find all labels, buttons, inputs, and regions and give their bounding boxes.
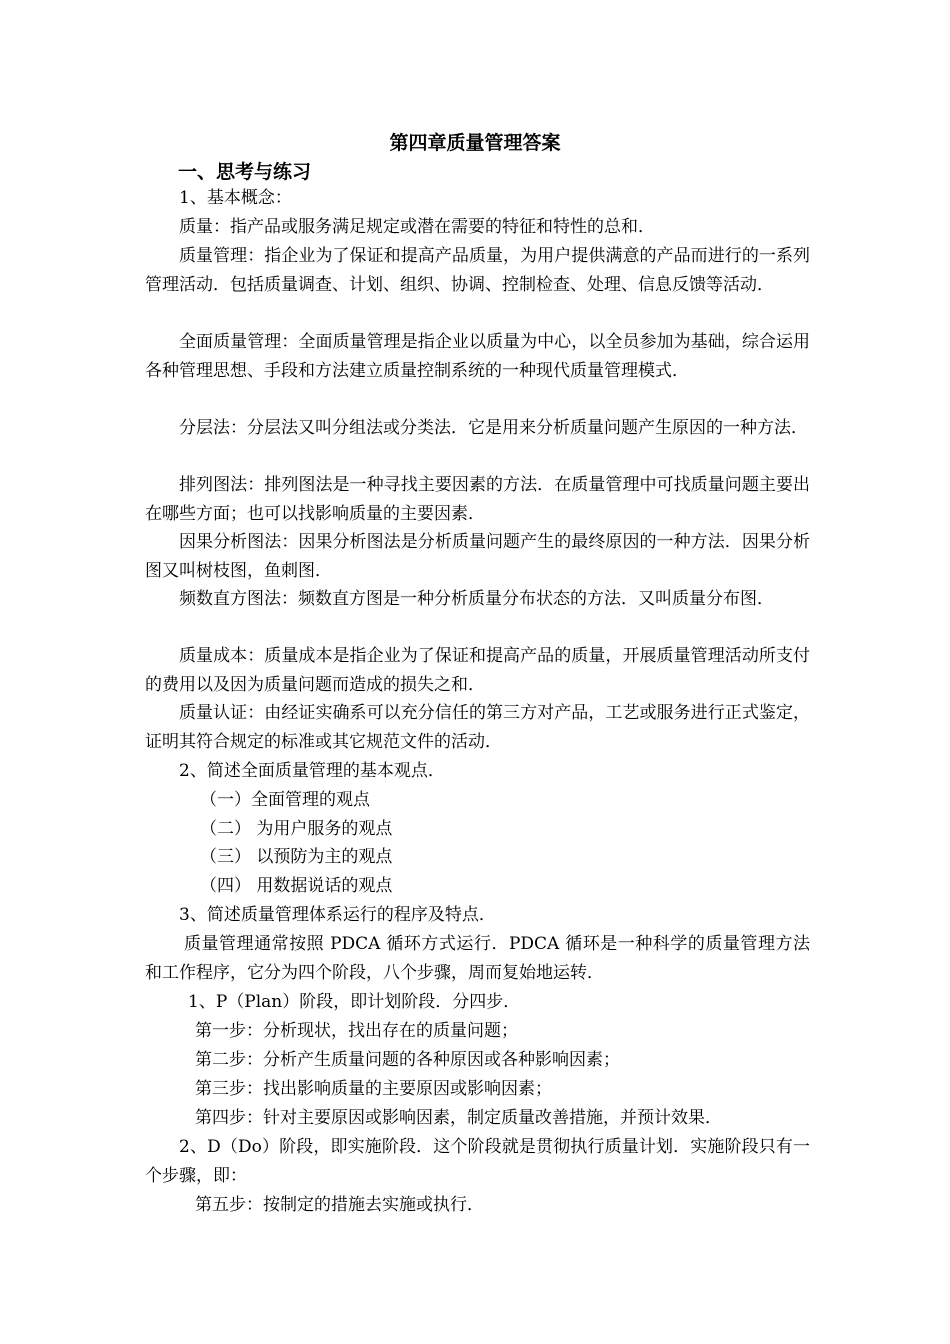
definition-histogram: 频数直方图法：频数直方图是一种分析质量分布状态的方法．又叫质量分布图． (179, 589, 774, 609)
definition-pareto: 排列图法：排列图法是一种寻找主要因素的方法．在质量管理中可找质量问题主要出在哪些方面；也可以找影响质量的主要因素． (145, 475, 810, 524)
list-item: （四） 用数据说话的观点 (200, 876, 393, 896)
phase-p-heading: 1、P（Plan）阶段，即计划阶段．分四步． (188, 992, 521, 1012)
question-2-label: 2、简述全面质量管理的基本观点． (179, 761, 445, 781)
pdca-intro: 质量管理通常按照 PDCA 循环方式运行．PDCA 循环是一种科学的质量管理方法和工作程序，它分为四个阶段，八个步骤，周而复始地运转． (145, 934, 810, 983)
list-item: （一）全面管理的观点 (200, 790, 370, 810)
section-heading: 一、思考与练习 (178, 161, 312, 183)
definition-stratification: 分层法：分层法又叫分组法或分类法．它是用来分析质量问题产生原因的一种方法． (179, 418, 808, 438)
definition-quality-management: 质量管理：指企业为了保证和提高产品质量，为用户提供满意的产品而进行的一系列管理活动．包括质量调查、计划、组织、协调、控制检查、处理、信息反馈等活动． (145, 246, 810, 295)
question-1-label: 1、基本概念： (179, 188, 292, 208)
list-item: （三） 以预防为主的观点 (200, 847, 393, 867)
definition-quality: 质量：指产品或服务满足规定或潜在需要的特征和特性的总和． (179, 217, 655, 237)
definition-certification: 质量认证：由经证实确系可以充分信任的第三方对产品，工艺或服务进行正式鉴定，证明其符合规定的标准或其它规范文件的活动． (145, 703, 810, 752)
step-item: 第一步：分析现状，找出存在的质量问题； (195, 1021, 518, 1041)
definition-quality-cost: 质量成本：质量成本是指企业为了保证和提高产品的质量，开展质量管理活动所支付的费用以及因为质量问题而造成的损失之和． (145, 646, 810, 695)
step-item: 第四步：针对主要原因或影响因素，制定质量改善措施，并预计效果． (195, 1108, 722, 1128)
step-item: 第二步：分析产生质量问题的各种原因或各种影响因素； (195, 1050, 620, 1070)
list-item: （二） 为用户服务的观点 (200, 819, 393, 839)
step-item: 第五步：按制定的措施去实施或执行． (195, 1195, 484, 1215)
phase-d-paragraph: 2、D（Do）阶段，即实施阶段．这个阶段就是贯彻执行质量计划．实施阶段只有一个步骤，即： (145, 1137, 810, 1186)
step-item: 第三步：找出影响质量的主要原因或影响因素； (195, 1079, 552, 1099)
document-title: 第四章质量管理答案 (389, 132, 561, 154)
question-3-label: 3、简述质量管理体系运行的程序及特点． (179, 905, 496, 925)
definition-tqm: 全面质量管理：全面质量管理是指企业以质量为中心，以全员参加为基础，综合运用各种管理思想、手段和方法建立质量控制系统的一种现代质量管理模式． (145, 332, 810, 381)
definition-cause-effect: 因果分析图法：因果分析图法是分析质量问题产生的最终原因的一种方法．因果分析图又叫树枝图，鱼刺图． (145, 532, 810, 581)
